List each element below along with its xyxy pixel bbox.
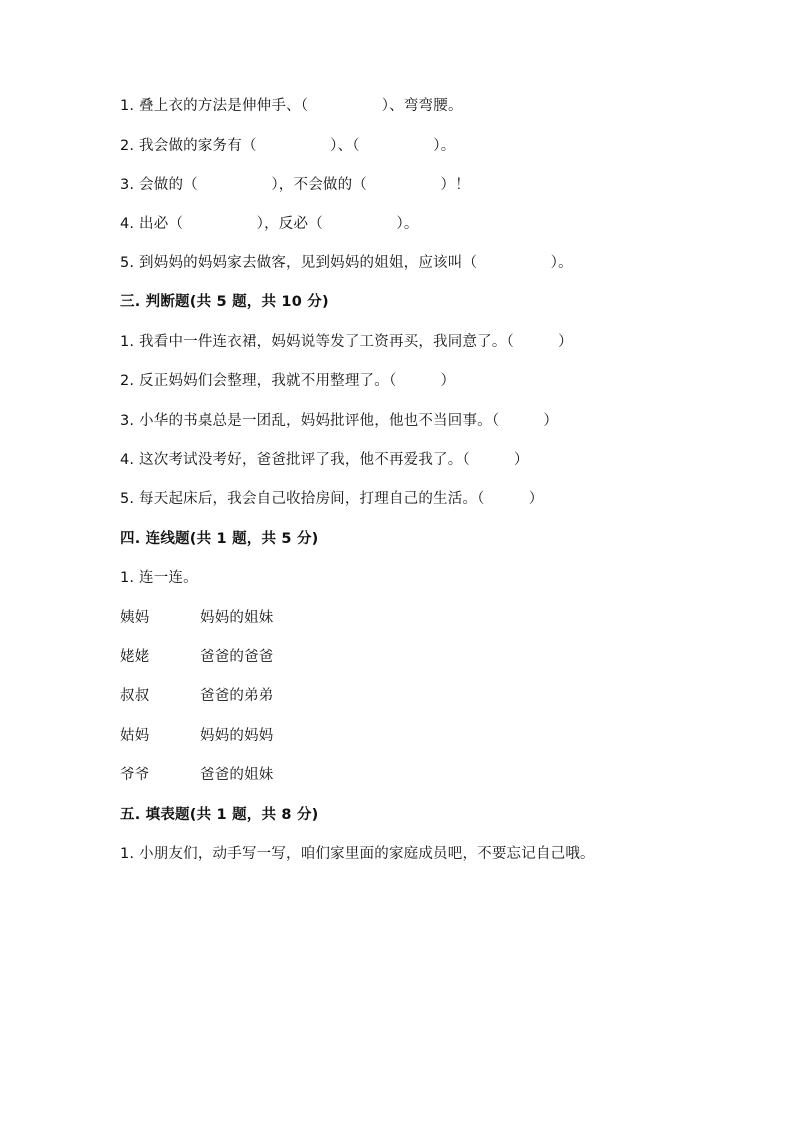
fill-blank-question-5: 5. 到妈妈的妈妈家去做客，见到妈妈的姐姐，应该叫（ ）。 bbox=[120, 255, 573, 271]
match-left-item: 姨妈 bbox=[120, 610, 150, 626]
match-right-item: 爸爸的弟弟 bbox=[200, 688, 274, 704]
match-left-item: 姑妈 bbox=[120, 728, 150, 744]
table-question: 1. 小朋友们，动手写一写，咱们家里面的家庭成员吧，不要忘记自己哦。 bbox=[120, 846, 595, 862]
match-right-item: 爸爸的姐妹 bbox=[200, 767, 274, 783]
judge-question-2: 2. 反正妈妈们会整理，我就不用整理了。（ ） bbox=[120, 373, 456, 389]
fill-blank-question-1: 1. 叠上衣的方法是伸伸手、（ ）、弯弯腰。 bbox=[120, 98, 463, 114]
fill-blank-question-4: 4. 出必（ ），反必（ ）。 bbox=[120, 216, 419, 232]
section-5-title: 五. 填表题(共 1 题，共 8 分) bbox=[120, 807, 319, 823]
judge-question-1: 1. 我看中一件连衣裙，妈妈说等发了工资再买，我同意了。（ ） bbox=[120, 334, 573, 350]
match-right-item: 爸爸的爸爸 bbox=[200, 649, 274, 665]
match-left-item: 叔叔 bbox=[120, 688, 150, 704]
fill-blank-question-2: 2. 我会做的家务有（ ）、（ ）。 bbox=[120, 138, 456, 154]
match-question: 1. 连一连。 bbox=[120, 570, 198, 586]
match-left-item: 爷爷 bbox=[120, 767, 150, 783]
judge-question-4: 4. 这次考试没考好，爸爸批评了我，他不再爱我了。（ ） bbox=[120, 452, 529, 468]
fill-blank-question-3: 3. 会做的（ ），不会做的（ ）！ bbox=[120, 177, 470, 193]
judge-question-5: 5. 每天起床后，我会自己收拾房间，打理自己的生活。（ ） bbox=[120, 491, 544, 507]
match-right-item: 妈妈的妈妈 bbox=[200, 728, 274, 744]
judge-question-3: 3. 小华的书桌总是一团乱，妈妈批评他，他也不当回事。（ ） bbox=[120, 413, 559, 429]
match-left-item: 姥姥 bbox=[120, 649, 150, 665]
section-4-title: 四. 连线题(共 1 题，共 5 分) bbox=[120, 531, 319, 547]
section-3-title: 三. 判断题(共 5 题，共 10 分) bbox=[120, 294, 329, 310]
match-right-item: 妈妈的姐妹 bbox=[200, 610, 274, 626]
